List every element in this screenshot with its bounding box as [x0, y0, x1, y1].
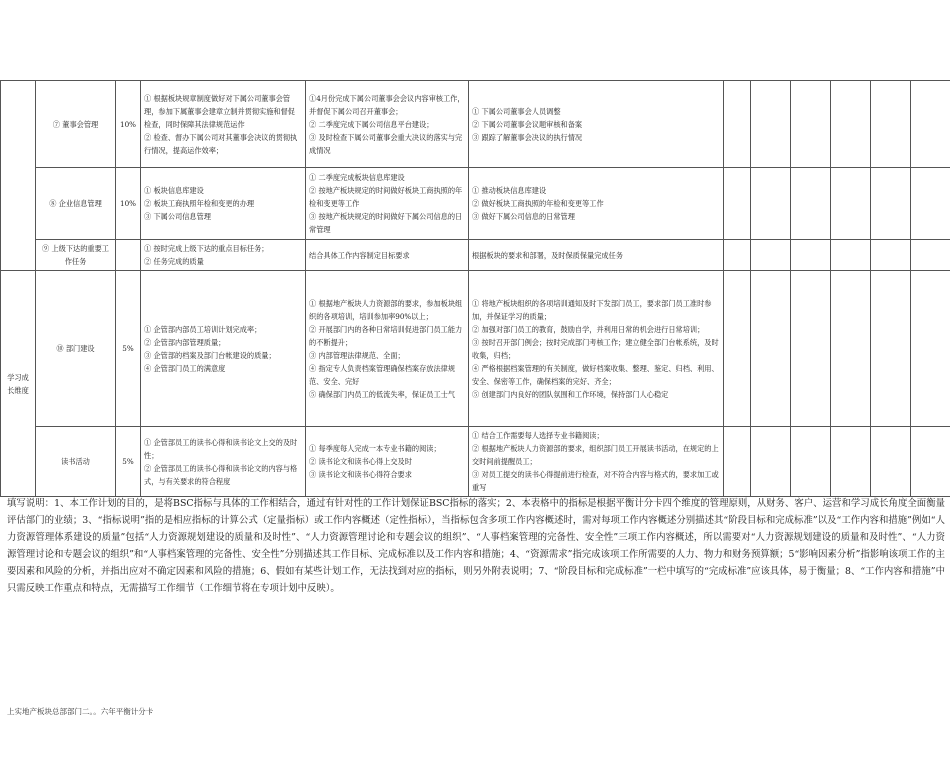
- empty-cell: [911, 271, 950, 427]
- list-item: ③ 跟踪了解董事会决议的执行情况: [472, 132, 583, 142]
- empty-cell: [791, 240, 831, 271]
- empty-cell: [751, 168, 791, 240]
- work-measures: [469, 81, 724, 168]
- weight-cell: 10%: [116, 168, 141, 240]
- list-item: ② 按地产板块规定的时间做好板块工商执照的年检和变更等工作: [309, 186, 463, 208]
- list-item: ④ 指定专人负责档案管理确保档案存放法律规范、安全、完好: [309, 363, 456, 386]
- table-row: [1, 81, 950, 168]
- empty-cell: [791, 81, 831, 168]
- list-item: ③ 内部管理法律规范、全面；: [309, 350, 405, 360]
- list-item: ① 根据板块规章制度做好对下属公司董事会管理，参加下属董事会建章立制并贯彻实施和督促检查，同时保障其法律规范运作: [144, 93, 295, 129]
- empty-cell: [831, 81, 871, 168]
- table-row: [1, 427, 950, 497]
- indicator-name: ⑨ 上级下达的重要工作任务: [36, 240, 116, 271]
- list-item: ① 企管部内部员工培训计划完成率；: [144, 324, 262, 334]
- list-item: ① 板块信息库建设: [144, 186, 204, 195]
- work-measures: [469, 240, 724, 271]
- category-cell: 学习成长维度: [1, 271, 36, 497]
- list-item: ② 开展部门内的各种日常培训促进部门员工能力的不断提升；: [309, 324, 463, 347]
- list-item: 结合具体工作内容制定目标要求: [309, 250, 410, 260]
- list-item: ① 按时完成上级下达的重点目标任务；: [144, 244, 269, 253]
- list-item: ③ 按地产板块规定的时间做好下属公司信息的日常管理: [309, 212, 463, 234]
- empty-cell: [911, 427, 950, 497]
- indicator-description: [141, 427, 306, 497]
- empty-cell: [911, 168, 950, 240]
- empty-cell: [791, 168, 831, 240]
- stage-goals: [306, 168, 469, 240]
- list-item: ① 下属公司董事会人员调整: [472, 106, 561, 116]
- empty-cell: [831, 240, 871, 271]
- empty-cell: [724, 81, 751, 168]
- empty-cell: [751, 427, 791, 497]
- weight-cell: 5%: [116, 427, 141, 497]
- list-item: ② 根据地产板块人力资源部的要求，组织部门员工开展读书活动，在规定的上交时间前提醒员工；: [472, 444, 719, 466]
- list-item: ③ 对员工提交的读书心得提前进行检查，对不符合内容与格式的，要求加工或重写: [472, 470, 719, 492]
- list-item: ① 将地产板块组织的各项培训通知及时下发部门员工，要求部门员工准时参加，并保证学习的质量；: [472, 298, 712, 321]
- list-item: ③ 下属公司信息管理: [144, 212, 211, 221]
- empty-cell: [871, 81, 911, 168]
- empty-cell: [871, 240, 911, 271]
- empty-cell: [871, 168, 911, 240]
- list-item: ④ 严格根据档案管理的有关制度，做好档案收集、整理、鉴定、归档、利用、安全、保密等工作，确保档案的完好、齐全；: [472, 363, 719, 386]
- list-item: ③ 做好下属公司信息的日常管理: [472, 212, 575, 221]
- indicator-description: [141, 81, 306, 168]
- list-item: ② 加强对部门员工的教育，鼓励自学，并利用日常的机会进行日常培训；: [472, 324, 705, 334]
- stage-goals: [306, 427, 469, 497]
- empty-cell: [724, 427, 751, 497]
- indicator-description: [141, 240, 306, 271]
- table-row: [1, 168, 950, 240]
- table-row: [1, 240, 950, 271]
- page-footer: 上实地产板块总部部门二。。六年平衡计分卡: [7, 707, 154, 716]
- filling-instructions: 填写说明：1、本工作计划的目的，是将BSC指标与具体的工作相结合，通过有针对性的工作计划保证BSC指标的落实；2、本表格中的指标是根据平衡计分卡四个维度的管理原则，从财务、客户、运营和学习成长角度全面衡量评估部门的业绩；3、“指标说明”指的是相应指标的计算公式（定量指标）或工作内容概述（定性指标），当指标包含多项工作内容概述时，需对每项工作内容概述分别描述其“阶段目标和完成标准”以及“工作内容和措施”例如“人力资源管理体系建设的质量”包括“人力资源规划建设的质量和及时性”、“人力资源管理讨论和专题会议的组织”、“人事档案管理的完备性、安全性”三项工作内容概述，所以需要对“人力资源规划建设的质量和及时性”、“人力资源管理讨论和专题会议的组织”和“人事档案管理的完备性、安全性”分别描述其工作目标、完成标准以及工作内容和措施；4、“资源需求”指完成该项工作所需要的人力、物力和财务预算额；5“影响因素分析”指影响该项工作的主要因素和风险的分析，并指出应对不确定因素和风险的措施；6、假如有某些计划工作，无法找到对应的指标，则另外附表说明；7、“阶段目标和完成标准”一栏中填写的“完成标准”应该具体，易于衡量；8、“工作内容和措施”中只需反映工作重点和特点，无需描写工作细节（工作细节将在专项计划中反映）。: [7, 498, 945, 594]
- list-item: ①4月份完成下属公司董事会会议内容审核工作，并督促下属公司召开董事会；: [309, 93, 465, 116]
- empty-cell: [751, 240, 791, 271]
- indicator-description: [141, 168, 306, 240]
- indicator-name: 读书活动: [36, 427, 116, 497]
- list-item: ② 下属公司董事会议题审核和备案: [472, 119, 583, 129]
- scorecard-table: [0, 80, 950, 497]
- list-item: ⑤ 确保部门内员工的低流失率，保证员工士气: [309, 389, 456, 399]
- list-item: ③ 及时检查下属公司董事会重大决议的落实与完成情况: [309, 132, 463, 155]
- empty-cell: [724, 271, 751, 427]
- list-item: ④ 企管部门员工的满意度: [144, 363, 226, 373]
- list-item: ③ 读书论文和读书心得符合要求: [309, 470, 412, 479]
- empty-cell: [831, 271, 871, 427]
- list-item: ① 企管部员工的读书心得和读书论文上交的及时性；: [144, 437, 298, 460]
- list-item: ② 板块工商执照年检和变更的办理: [144, 199, 255, 208]
- list-item: ① 根据地产板块人力资源部的要求，参加板块组织的各项培训，培训参加率90%以上；: [309, 298, 463, 321]
- list-item: 根据板块的要求和部署，及时保质保量完成任务: [472, 250, 623, 260]
- work-measures: [469, 427, 724, 497]
- list-item: ② 企管部员工的读书心得和读书论文的内容与格式，与有关要求的符合程度: [144, 463, 298, 486]
- empty-cell: [871, 427, 911, 497]
- work-measures: [469, 168, 724, 240]
- empty-cell: [751, 271, 791, 427]
- indicator-name: ⑩ 部门建设: [36, 271, 116, 427]
- stage-goals: [306, 240, 469, 271]
- empty-cell: [831, 427, 871, 497]
- empty-cell: [791, 427, 831, 497]
- list-item: ② 企管部内部管理质量；: [144, 337, 226, 347]
- empty-cell: [911, 81, 950, 168]
- list-item: ③ 企管部的档案及部门台帐建设的质量；: [144, 350, 276, 360]
- empty-cell: [791, 271, 831, 427]
- stage-goals: [306, 271, 469, 427]
- weight-cell: [116, 240, 141, 271]
- list-item: ① 每季度每人完成一本专业书籍的阅读；: [309, 444, 441, 453]
- list-item: ② 检查、督办下属公司对其董事会决议的贯彻执行情况，提高运作效率；: [144, 132, 298, 155]
- indicator-name: ⑦ 董事会管理: [36, 81, 116, 168]
- empty-cell: [871, 271, 911, 427]
- list-item: ② 做好板块工商执照的年检和变更等工作: [472, 199, 604, 208]
- empty-cell: [911, 240, 950, 271]
- weight-cell: 10%: [116, 81, 141, 168]
- weight-cell: 5%: [116, 271, 141, 427]
- list-item: ⑤ 创建部门内良好的团队氛围和工作环境，保持部门人心稳定: [472, 389, 669, 399]
- list-item: ② 任务完成的质量: [144, 257, 204, 266]
- list-item: ② 二季度完成下属公司信息平台建设；: [309, 119, 434, 129]
- list-item: ① 结合工作需要每人选择专业书籍阅读；: [472, 431, 604, 440]
- indicator-name: ⑧ 企业信息管理: [36, 168, 116, 240]
- empty-cell: [724, 240, 751, 271]
- stage-goals: [306, 81, 469, 168]
- empty-cell: [751, 81, 791, 168]
- list-item: ① 二季度完成板块信息库建设: [309, 173, 405, 182]
- indicator-description: [141, 271, 306, 427]
- empty-cell: [831, 168, 871, 240]
- list-item: ① 推动板块信息库建设: [472, 186, 547, 195]
- list-item: ③ 按时召开部门例会；按时完成部门考核工作；建立健全部门台帐系统，及时收集，归档；: [472, 337, 719, 360]
- work-measures: [469, 271, 724, 427]
- list-item: ② 读书论文和读书心得上交及时: [309, 457, 412, 466]
- empty-cell: [724, 168, 751, 240]
- category-cell: [1, 81, 36, 271]
- table-row: [1, 271, 950, 427]
